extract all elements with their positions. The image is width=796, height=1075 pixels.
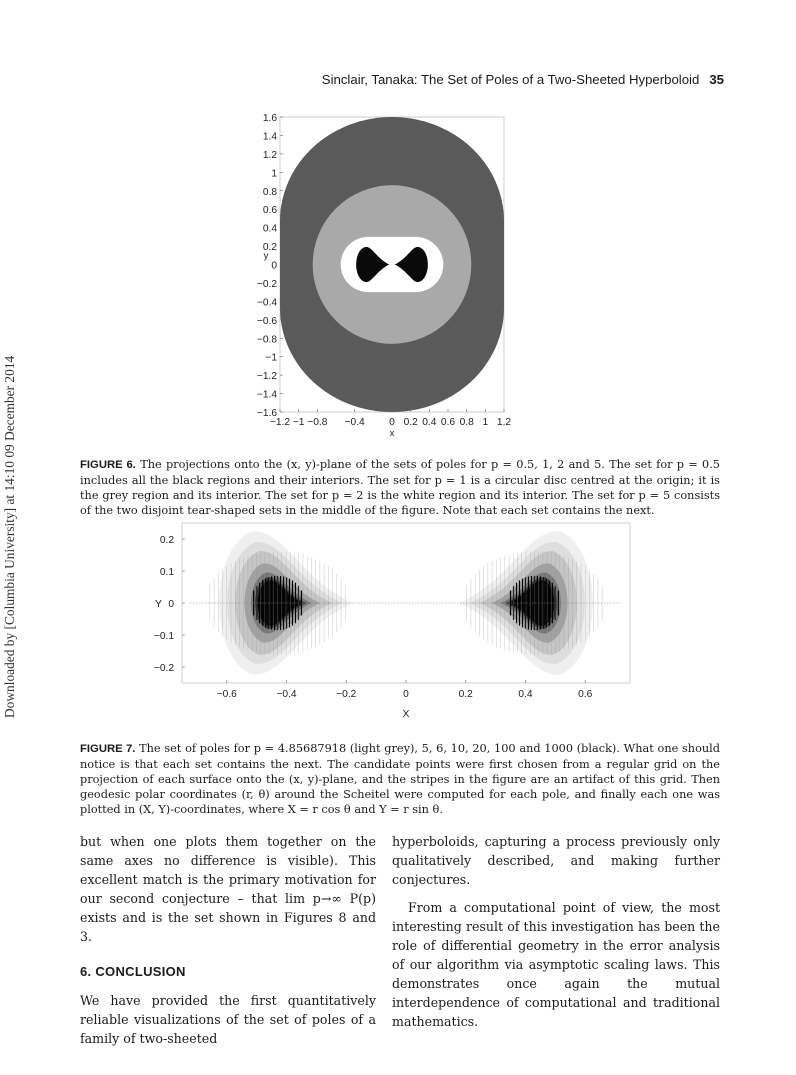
- section-heading: 6. CONCLUSION: [80, 964, 186, 979]
- left-column: [80, 832, 376, 1048]
- figure6-y-tick-label: −1: [265, 352, 277, 364]
- figure6-y-tick-label: 1.4: [262, 131, 277, 143]
- figure7-x-tick-label: 0.4: [518, 689, 533, 700]
- figure6-region-p2: [341, 237, 444, 292]
- figure6-x-tick-label: 0.6: [440, 417, 456, 428]
- figure7-y-tick-label: −0.1: [153, 631, 174, 642]
- figure6-y-tick-label: −0.6: [256, 315, 277, 327]
- figure6-x-tick-label: −0.4: [344, 417, 365, 428]
- figure6-x-tick-label: −1.2: [269, 417, 291, 428]
- figure6-y-tick-label: 1.2: [262, 149, 277, 161]
- download-watermark: [2, 355, 17, 730]
- figure7-x-tick-label: −0.4: [276, 689, 297, 700]
- figure6-y-tick-label: −1.6: [256, 408, 277, 419]
- figure6-x-tick-label: 0.8: [459, 417, 474, 428]
- figure7-x-tick-label: 0.6: [578, 689, 593, 700]
- figure7-plot: [182, 523, 630, 683]
- figure6-y-tick-label: −0.4: [256, 297, 277, 309]
- figure6-caption-text: The projections onto the (x, y)-plane of the sets of poles for p = 0.5, 1, 2 and 5. The set for p = 0.5 includes all the black regions and their interiors. The set for p = 1 is a circular disc centred at the origin; it is the grey region and its interior. The set for p = 2 is the white region and its interior. The set for p = 5 consists of the two disjoint tear-shaped sets in the middle of the figure. Note that each set contains the next.: [80, 458, 720, 518]
- figure6-chart: [230, 105, 530, 443]
- figure7-y-axis-label: Y: [154, 598, 162, 610]
- right-column: [392, 832, 720, 1031]
- figure7-caption-text: The set of poles for p = 4.85687918 (light grey), 5, 6, 10, 20, 100 and 1000 (black). What one should notice is that each set contains the next. The candidate points were first chosen from a regular grid on the projection of each surface onto the (x, y)-plane, and the stripes in the figure are an artifact of this grid. Then geodesic polar coordinates (r, θ) around the Scheitel were computed for each pole, and finally each one was plotted in (X, Y)-coordinates, where X = r cos θ and Y = r sin θ.: [80, 742, 720, 817]
- figure6-x-tick-label: −1: [292, 417, 305, 428]
- figure7-x-tick-label: 0.2: [458, 689, 473, 700]
- figure6-caption: [80, 457, 720, 518]
- figure6-y-tick-label: −1.2: [256, 371, 277, 383]
- figure6-y-tick-label: 0.8: [262, 186, 277, 198]
- figure6-y-axis-label: y: [263, 250, 269, 262]
- figure7-y-tick-label: 0.1: [159, 567, 174, 578]
- figure6-x-tick-label: 0.4: [422, 417, 437, 428]
- figure7-caption: [80, 741, 720, 817]
- download-note: Downloaded by [Columbia University] at 14:10 09 December 2014: [2, 355, 17, 718]
- figure7-y-tick-label: −0.2: [153, 663, 174, 674]
- figure6-y-tick-label: 0.6: [262, 205, 277, 217]
- figure6-caption-label: FIGURE 6.: [80, 459, 136, 471]
- figure6-x-axis-label: x: [389, 428, 395, 439]
- figure6-x-tick-label: 1: [482, 417, 489, 428]
- running-title: Sinclair, Tanaka: The Set of Poles of a Two-Sheeted Hyperboloid: [321, 72, 700, 87]
- figure7-y-tick-label: 0.2: [159, 535, 174, 546]
- figure7-y-tick-label: 0: [168, 599, 174, 610]
- figure6-y-tick-label: 0.2: [262, 242, 277, 254]
- figure6-x-tick-label: −0.8: [307, 417, 328, 428]
- figure6-y-tick-label: −1.4: [256, 389, 277, 401]
- figure6-y-tick-label: 1.6: [262, 113, 277, 124]
- figure6-regions: [280, 117, 504, 412]
- figure7-x-tick-label: 0: [403, 689, 409, 700]
- figure7-chart: [140, 515, 640, 720]
- figure7-x-tick-label: −0.2: [336, 689, 357, 700]
- running-header: [320, 72, 724, 87]
- figure7-x-tick-label: −0.6: [216, 689, 237, 700]
- figure7-x-axis-label: X: [402, 708, 410, 720]
- left-paragraph-2: We have provided the first quantitatively reliable visualizations of the set of poles of a family of two-sheeted: [80, 993, 376, 1046]
- figure6-x-tick-label: 1.2: [496, 417, 512, 428]
- figure6-x-tick-label: 0: [389, 417, 395, 428]
- figure6-y-tick-label: 0: [271, 260, 277, 272]
- figure6-y-tick-label: 1: [271, 168, 277, 180]
- figure6-y-tick-label: −0.2: [256, 278, 277, 290]
- figure6-y-tick-label: −0.8: [256, 334, 277, 346]
- figure6-y-tick-label: 0.4: [262, 223, 277, 235]
- figure6-x-tick-label: 0.2: [403, 417, 418, 428]
- figure7-caption-label: FIGURE 7.: [80, 743, 136, 755]
- left-paragraph-1: but when one plots them together on the same axes no difference is visible). This excellent match is the primary motivation for our second conjecture – that lim p→∞ P(p) exists and is the set shown in Figures 8 and 3.: [80, 834, 376, 944]
- right-paragraph-1: hyperboloids, capturing a process previously only qualitatively described, and making further conjectures.: [392, 834, 720, 887]
- right-paragraph-2: From a computational point of view, the most interesting result of this investigation has been the role of differential geometry in the error analysis of our algorithm via asymptotic scaling laws. This demonstrates once again the mutual interdependence of computational and traditional mathematics.: [392, 900, 720, 1029]
- page-number: 35: [709, 72, 724, 87]
